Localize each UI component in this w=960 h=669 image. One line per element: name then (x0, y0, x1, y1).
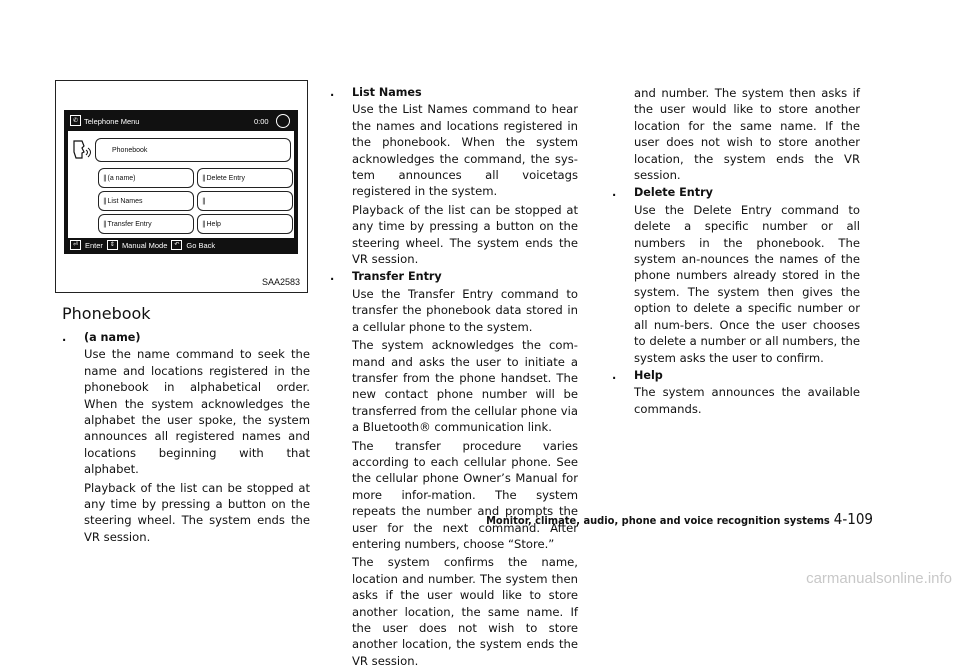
screen-time: 0:00 (254, 117, 269, 126)
delete-entry-button[interactable]: ∥ Delete Entry (197, 168, 293, 188)
go-back-icon: ↶ (171, 240, 182, 250)
item-title: . (a name) (62, 331, 141, 344)
item-title: . Delete Entry (612, 186, 713, 200)
voice-icon: ∥ (103, 198, 106, 205)
voice-icon: ∥ (202, 221, 205, 228)
page-footer (486, 510, 873, 528)
paragraph: The system confirms the name, location and number. The system then asks if the user would like to store another location, the same name. If the user does not wish to store another location, the system ends the VR session. (352, 555, 578, 668)
paragraph: The system announces the available commands. (634, 385, 860, 416)
section-title: Phonebook (62, 304, 151, 323)
paragraph: Use the List Names command to hear the names and locations registered in the phonebook. When the system acknowledges the command, the sys-tem announces all voicetags registered in the system. (352, 102, 578, 199)
screen-title: Telephone Menu (84, 117, 140, 126)
manual-mode-icon: ⇕ (107, 240, 118, 250)
paragraph: Use the Delete Entry command to delete a specific number or all numbers in the phonebook. The system an-nounces the names of the phone numbers already stored in the system. The system then gives the option to delete a specific number or all num-bers. Once the user chooses to delete a number or all numbers, the system asks the user to confirm. (634, 202, 860, 365)
page-number: 4-109 (833, 510, 873, 528)
paragraph: The transfer procedure varies according to each cellular phone. See the cellular phone Owner’s Manual for more infor-mation. The system repeats the number and prompts the user for the next command. After entering numbers, choose “Store.” (352, 438, 578, 551)
voice-icon: ∥ (103, 175, 106, 182)
back-icon (276, 114, 290, 128)
footer-text: Monitor, climate, audio, phone and voice recognition systems (486, 514, 830, 527)
watermark: carmanualsonline.info (806, 570, 952, 587)
paragraph: Use the Transfer Entry command to transfer the phonebook data stored in a cellular phone to the system. (352, 286, 578, 334)
item-title: . Help (612, 368, 663, 382)
voice-icon: ∥ (202, 175, 205, 182)
item-title: . Transfer Entry (330, 270, 442, 284)
a-name-button[interactable]: ∥ (a name) (98, 168, 194, 188)
figure-caption: SAA2583 (262, 277, 301, 287)
list-names-button[interactable]: ∥ List Names (98, 191, 194, 211)
empty-button[interactable] (197, 191, 293, 211)
paragraph: The system acknowledges the com-mand and asks the user to initiate a transfer from the phone handset. The new contact phone number will be transferred from the cellular phone via a Bluetooth® communication link. (352, 338, 578, 435)
voice-icon: ∥ (202, 198, 205, 205)
paragraph: Playback of the list can be stopped at any time by pressing a button on the steering wheel. The system ends the VR session. (352, 202, 578, 267)
help-button[interactable]: ∥ Help (197, 214, 293, 234)
paragraph: Use the name command to seek the name and locations registered in the phonebook in alphabetical order. When the system acknowledges the alphabet the user spoke, the system announces all registered names and locations beginning with that alphabet. (84, 347, 310, 477)
voice-head-icon (70, 138, 92, 164)
paragraph: Playback of the list can be stopped at any time by pressing a button on the steering wheel. The system ends the VR session. (84, 480, 310, 544)
manual-mode-label: Manual Mode (121, 240, 168, 250)
phonebook-button[interactable]: Phonebook (95, 138, 291, 162)
column-2 (330, 85, 578, 668)
column-3 (612, 85, 860, 419)
column-1 (62, 330, 310, 547)
item-title: . List Names (330, 86, 422, 99)
paragraph-continued: and number. The system then asks if the user would like to store another location for the same name. If the user does not wish to store another location, the system ends the VR session. (634, 86, 860, 183)
enter-icon: ⏎ (70, 240, 81, 250)
screen-bottom-bar (70, 240, 215, 250)
voice-icon: ∥ (103, 221, 106, 228)
transfer-entry-button[interactable]: ∥ Transfer Entry (98, 214, 194, 234)
go-back-label: Go Back (186, 240, 216, 250)
phone-icon: ✆ (70, 115, 81, 126)
enter-label: Enter (85, 240, 103, 250)
